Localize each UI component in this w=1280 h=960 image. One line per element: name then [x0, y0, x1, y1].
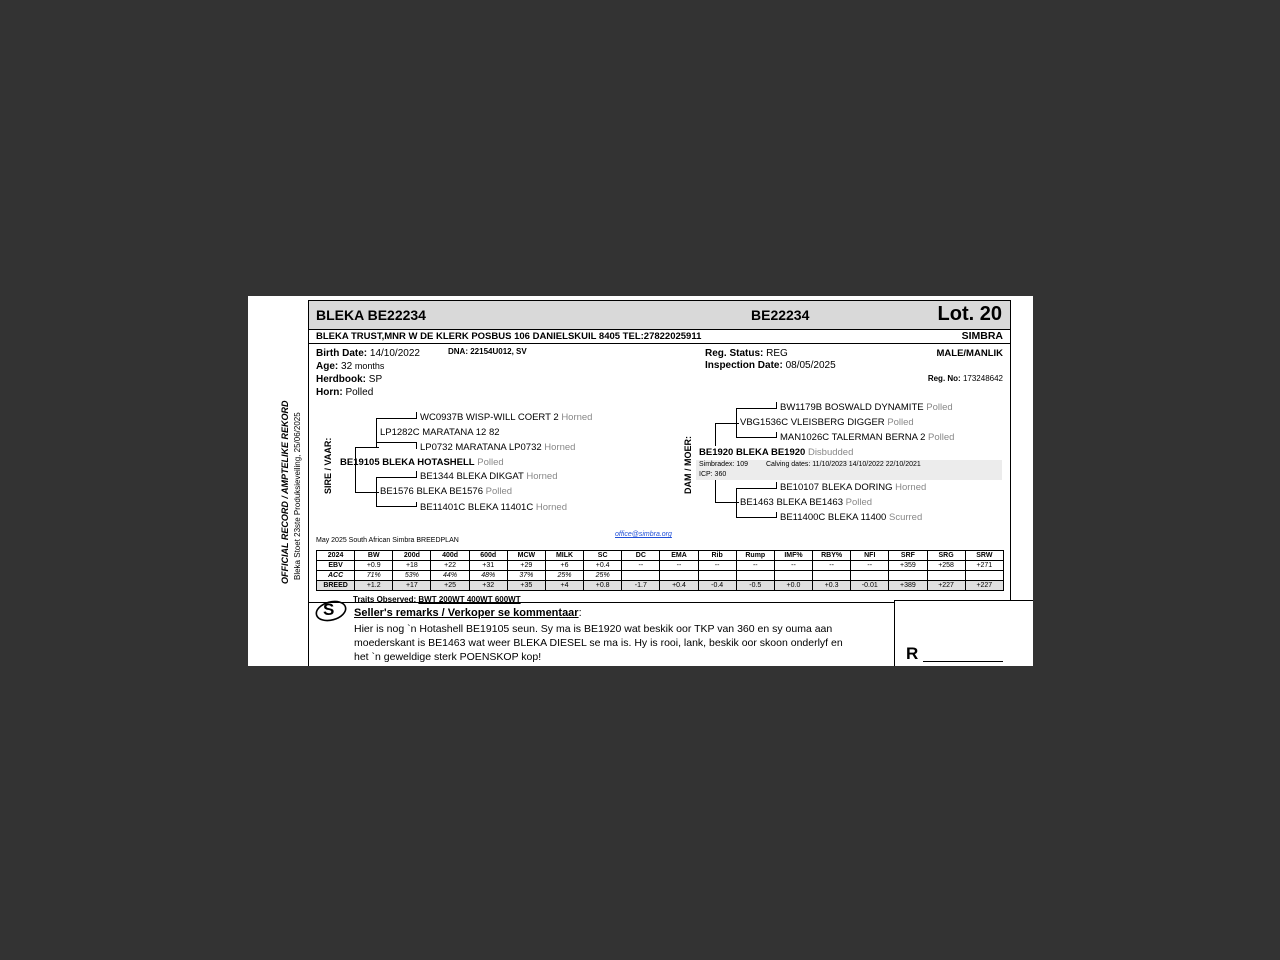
- birth-date: Birth Date: 14/10/2022: [316, 348, 420, 359]
- sds-tick: [416, 471, 417, 478]
- owner-line: BLEKA TRUST,MNR W DE KLERK POSBUS 106 DANIELSKUIL 8405 TEL:27822025911: [316, 331, 702, 342]
- ds-bracket-bottom: [736, 437, 776, 438]
- ebv-cell: +227: [927, 581, 965, 591]
- ebv-cell: --: [736, 561, 774, 571]
- ebv-cell: --: [851, 561, 889, 571]
- ss-bracket: [376, 418, 377, 448]
- remarks-line-2: moederskant is BE1463 wat weer BLEKA DIESEL se ma is. Hy is rooi, lank, beskik oor skoon onderlyf en: [354, 637, 843, 649]
- breed-average-row: [317, 581, 1004, 591]
- dd-bracket-top: [736, 488, 776, 489]
- dam-sire-sire: BW1179B BOSWALD DYNAMITE Polled: [780, 402, 953, 413]
- ebv-cell: 71%: [355, 571, 393, 581]
- ebv-cell: +0.0: [774, 581, 812, 591]
- ebv-cell: [698, 571, 736, 581]
- age: Age: 32 months: [316, 361, 385, 372]
- price-prefix: R: [906, 644, 919, 663]
- ebv-cell: SC: [584, 551, 622, 561]
- ebv-cell: --: [622, 561, 660, 571]
- ebv-cell: +271: [965, 561, 1003, 571]
- ebv-cell: +227: [965, 581, 1003, 591]
- ebv-cell: DC: [622, 551, 660, 561]
- ebv-cell: RBY%: [813, 551, 851, 561]
- ebv-cell: +0.4: [584, 561, 622, 571]
- breed-label: SIMBRA: [961, 330, 1003, 342]
- sire-dam: BE1576 BLEKA BE1576 Polled: [380, 486, 513, 497]
- simbra-logo: [314, 599, 348, 623]
- ebv-cell: MILK: [545, 551, 583, 561]
- lot-number: Lot. 20: [937, 303, 1002, 325]
- ebv-cell: SRW: [965, 551, 1003, 561]
- ebv-cell: +4: [545, 581, 583, 591]
- herdbook: Herdbook: SP: [316, 374, 383, 385]
- ebv-cell: +17: [393, 581, 431, 591]
- sire-side-label: SIRE / VAAR:: [323, 437, 333, 494]
- ebv-cell: 37%: [507, 571, 545, 581]
- dam-dam-dam: BE11400C BLEKA 11400 Scurred: [780, 512, 923, 523]
- ebv-cell: --: [774, 561, 812, 571]
- logo-letter: S: [323, 600, 335, 619]
- sire-bracket: [355, 447, 356, 493]
- ebv-cell: 53%: [393, 571, 431, 581]
- ebv-cell: 25%: [584, 571, 622, 581]
- ebv-cell: +22: [431, 561, 469, 571]
- dam-sire: VBG1536C VLEISBERG DIGGER Polled: [740, 417, 914, 428]
- remarks-line-1: Hier is nog `n Hotashell BE19105 seun. Sy ma is BE1920 wat beskik oor TKP van 360 en sy ouma aan: [354, 623, 833, 635]
- ebv-cell: BW: [355, 551, 393, 561]
- ebv-cell: NFI: [851, 551, 889, 561]
- dam-calving-dates: Calving dates: 11/10/2023 14/10/2022 22/10/2021: [766, 461, 921, 468]
- ebv-cell: EMA: [660, 551, 698, 561]
- ebv-cell: [965, 571, 1003, 581]
- ebv-cell: 200d: [393, 551, 431, 561]
- dds-tick: [776, 482, 777, 489]
- ebv-cell: +0.8: [584, 581, 622, 591]
- reg-number: Reg. No: 173248642: [927, 374, 1003, 383]
- sire: BE19105 BLEKA HOTASHELL Polled: [340, 457, 504, 468]
- sd-bracket-bottom: [376, 506, 416, 507]
- ebv-cell: -0.01: [851, 581, 889, 591]
- ebv-cell: +35: [507, 581, 545, 591]
- ebv-cell: +258: [927, 561, 965, 571]
- sire-dam-dam: BE11401C BLEKA 11401C Horned: [420, 502, 568, 513]
- sss-tick: [416, 412, 417, 419]
- ebv-cell: [927, 571, 965, 581]
- ebv-cell: Rib: [698, 551, 736, 561]
- ebv-cell: +18: [393, 561, 431, 571]
- ebv-table: [316, 550, 1004, 591]
- dam-icp: ICP: 360: [699, 471, 727, 478]
- ebv-cell: [813, 571, 851, 581]
- ebv-cell: +31: [469, 561, 507, 571]
- sex-label: MALE/MANLIK: [936, 348, 1003, 359]
- dna: DNA: 22154U012, SV: [448, 347, 527, 356]
- dam-bracket-upper: [715, 423, 716, 446]
- dam-simbradex: Simbradex: 109: [699, 461, 749, 468]
- traits-observed: Traits Observed: BWT 200WT 400WT 600WT: [353, 595, 521, 604]
- ebv-cell: -0.4: [698, 581, 736, 591]
- sd-bracket: [376, 477, 377, 507]
- dam-sire-dam: MAN1026C TALERMAN BERNA 2 Polled: [780, 432, 955, 443]
- ebv-cell: MCW: [507, 551, 545, 561]
- ss-bracket-top: [376, 418, 416, 419]
- ebv-cell: [736, 571, 774, 581]
- ebv-cell: 400d: [431, 551, 469, 561]
- ds-bracket: [736, 408, 737, 438]
- card-header: [309, 301, 1010, 330]
- ss-bracket-bottom: [376, 442, 416, 443]
- ebv-cell: ACC: [317, 571, 355, 581]
- ebv-cell: +25: [431, 581, 469, 591]
- owner-divider: [309, 343, 1010, 344]
- sd-bracket-top: [376, 477, 416, 478]
- sire-sire-sire: WC0937B WISP-WILL COERT 2 Horned: [420, 412, 593, 423]
- sale-name-label: Bleka Stoet 23ste Produksieveiling, 25/06/2025: [293, 412, 302, 580]
- ebv-cell: --: [660, 561, 698, 571]
- ebv-cell: +389: [889, 581, 927, 591]
- ebv-cell: +0.9: [355, 561, 393, 571]
- ebv-cell: -1.7: [622, 581, 660, 591]
- ebv-cell: +29: [507, 561, 545, 571]
- horn-status: Horn: Polled: [316, 387, 374, 398]
- ebv-cell: [622, 571, 660, 581]
- ebv-cell: SRG: [927, 551, 965, 561]
- ebv-row: [317, 561, 1004, 571]
- ebv-cell: +6: [545, 561, 583, 571]
- ebv-cell: --: [698, 561, 736, 571]
- ebv-cell: BREED: [317, 581, 355, 591]
- ebv-cell: 44%: [431, 571, 469, 581]
- ebv-cell: SRF: [889, 551, 927, 561]
- ebv-cell: [889, 571, 927, 581]
- ebv-cell: [851, 571, 889, 581]
- ebv-header-row: [317, 551, 1004, 561]
- remarks-heading: Seller's remarks / Verkoper se kommentaar:: [354, 607, 582, 619]
- dam-bracket-lower: [715, 480, 716, 503]
- dd-bracket-bottom: [736, 517, 776, 518]
- remarks-line-3: het `n geweldige sterk POENSKOP kop!: [354, 651, 542, 663]
- ebv-cell: -0.5: [736, 581, 774, 591]
- ebv-cell: --: [813, 561, 851, 571]
- reg-status: Reg. Status: REG: [705, 348, 788, 359]
- ds-bracket-top: [736, 408, 776, 409]
- ebv-cell: 600d: [469, 551, 507, 561]
- official-record-label: OFFICIAL RECORD / AMPTELIKE REKORD: [280, 400, 290, 584]
- ebv-cell: +0.3: [813, 581, 851, 591]
- ebv-cell: IMF%: [774, 551, 812, 561]
- dd-bracket: [736, 488, 737, 518]
- ebv-cell: 25%: [545, 571, 583, 581]
- ebv-cell: 48%: [469, 571, 507, 581]
- acc-row: [317, 571, 1004, 581]
- dam: BE1920 BLEKA BE1920 Disbudded: [699, 447, 854, 458]
- ebv-cell: EBV: [317, 561, 355, 571]
- sire-sire-dam: LP0732 MARATANA LP0732 Horned: [420, 442, 576, 453]
- dam-dam: BE1463 BLEKA BE1463 Polled: [740, 497, 873, 508]
- ebv-cell: +359: [889, 561, 927, 571]
- price-box: [894, 600, 1033, 666]
- price-underline: [923, 661, 1003, 662]
- ebv-cell: +0.4: [660, 581, 698, 591]
- sire-sire: LP1282C MARATANA 12 82: [380, 427, 500, 438]
- animal-name: BLEKA BE22234: [316, 307, 426, 323]
- animal-id: BE22234: [751, 307, 810, 323]
- breedplan-note: May 2025 South African Simbra BREEDPLAN: [316, 537, 459, 544]
- ebv-cell: [660, 571, 698, 581]
- dam-dam-sire: BE10107 BLEKA DORING Horned: [780, 482, 927, 493]
- dss-tick: [776, 402, 777, 409]
- sheet-left-edge: [308, 601, 309, 666]
- sire-dam-sire: BE1344 BLEKA DIKGAT Horned: [420, 471, 558, 482]
- sdd-tick: [416, 502, 417, 507]
- ebv-cell: Rump: [736, 551, 774, 561]
- ddd-tick: [776, 512, 777, 518]
- sale-catalogue-card: [248, 296, 1033, 666]
- inspection-date: Inspection Date: 08/05/2025: [705, 360, 836, 371]
- ebv-cell: +32: [469, 581, 507, 591]
- dsd-tick: [776, 432, 777, 438]
- email-link[interactable]: office@simbra.org: [615, 531, 672, 538]
- dam-side-label: DAM / MOER:: [683, 436, 693, 494]
- ebv-cell: +1.2: [355, 581, 393, 591]
- ebv-cell: 2024: [317, 551, 355, 561]
- ssd-tick: [416, 442, 417, 449]
- ebv-cell: [774, 571, 812, 581]
